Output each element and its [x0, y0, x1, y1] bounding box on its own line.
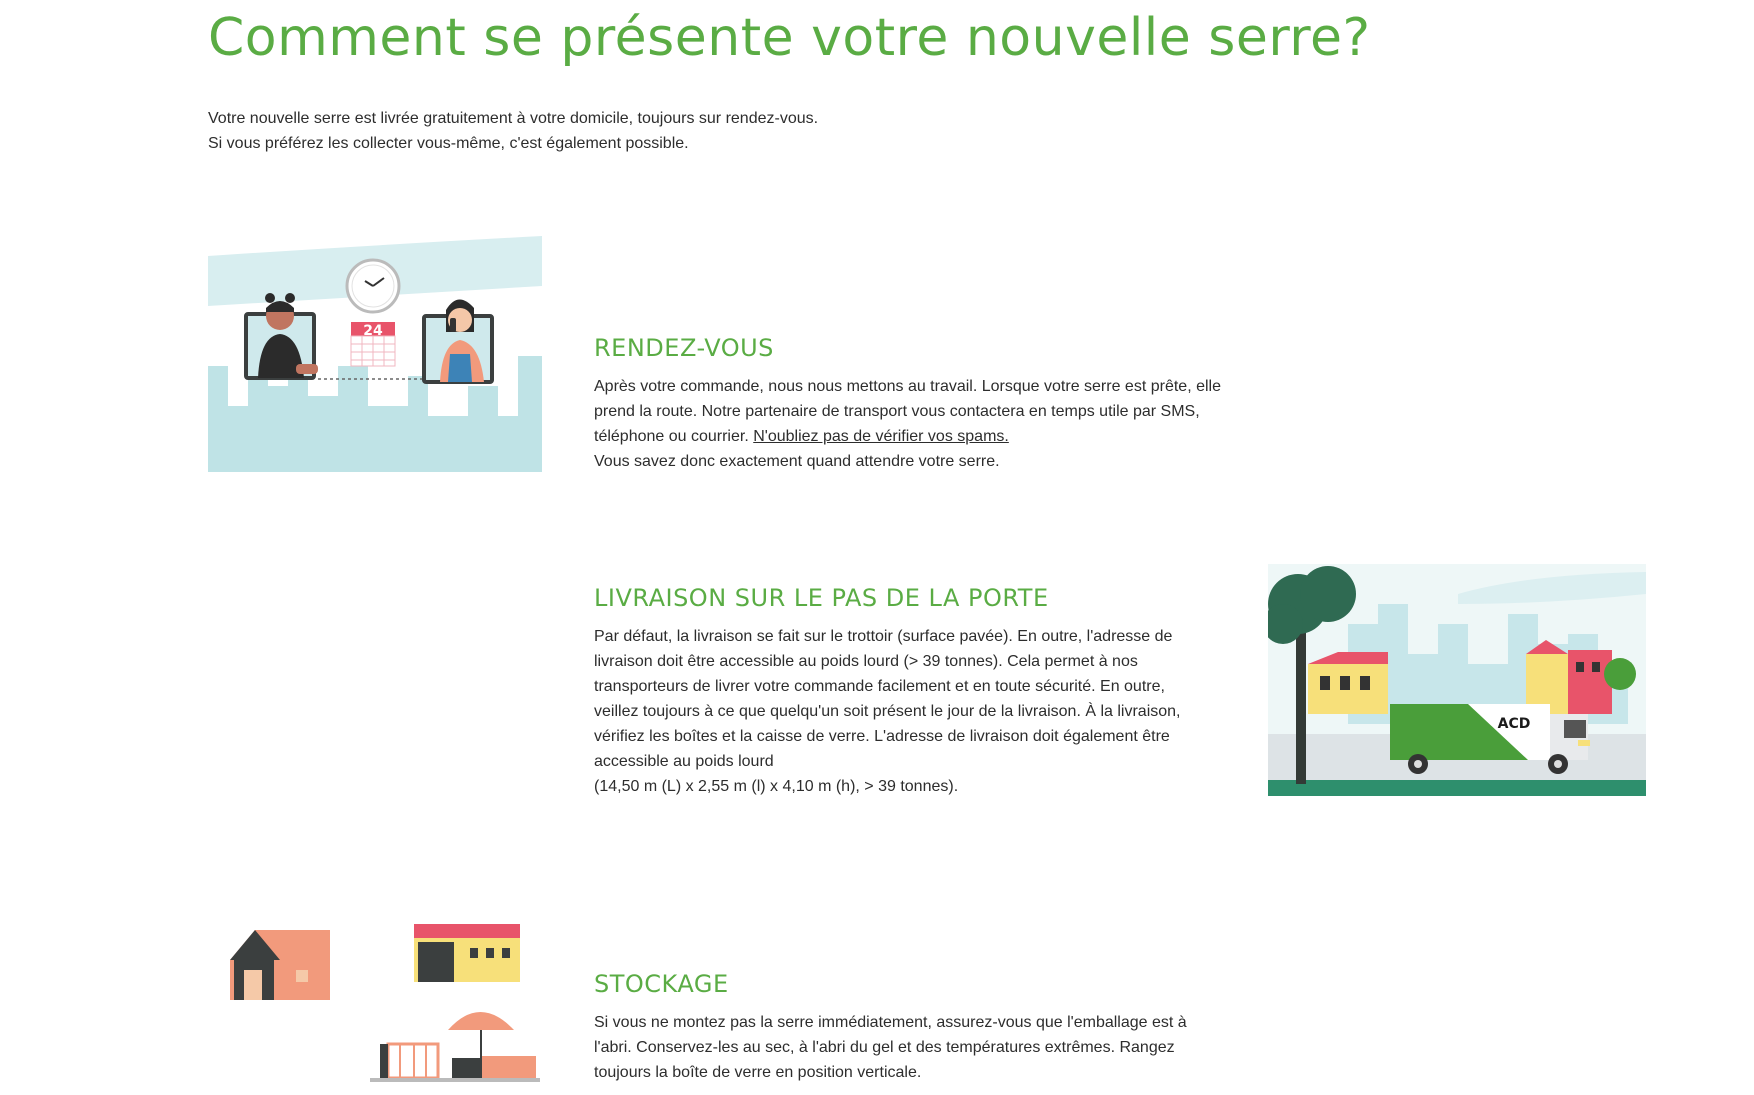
person-right-icon	[424, 299, 492, 382]
storage-boxes-icon	[370, 1044, 540, 1082]
intro-line-1: Votre nouvelle serre est livrée gratuitement à votre domicile, toujours sur rendez-vous.	[208, 110, 819, 127]
clock-icon	[347, 260, 399, 312]
rendezvous-text-2: Vous savez donc exactement quand attendre votre serre.	[594, 453, 1000, 470]
svg-text:24: 24	[363, 323, 383, 339]
intro-text	[208, 106, 818, 156]
rendezvous-body	[594, 374, 1234, 474]
section-rendezvous	[594, 334, 1234, 474]
garage-icon	[414, 924, 520, 982]
intro-line-2: Si vous préférez les collecter vous-même, c'est également possible.	[208, 135, 689, 152]
calendar-icon	[351, 322, 395, 366]
person-left-icon	[246, 293, 318, 378]
page-title: Comment se présente votre nouvelle serre?	[208, 8, 1371, 68]
stockage-body	[594, 1010, 1214, 1085]
stockage-title: STOCKAGE	[594, 970, 729, 998]
storage-illustration	[220, 920, 550, 1090]
livraison-body	[594, 624, 1204, 799]
house-left-icon	[1308, 652, 1388, 714]
livraison-text-1: Par défaut, la livraison se fait sur le trottoir (surface pavée). En outre, l'adresse de livraison doit être accessible au poids lourd (> 39 tonnes). Cela permet à nos transporteurs de livrer votre commande facilement et en toute sécurité. En outre, veillez toujours à ce que quelqu'un soit présent le jour de la livraison. À la livraison, vérifiez les boîtes et la caisse de verre. L'adresse de livraison doit également être accessible au poids lourd	[594, 628, 1181, 770]
section-livraison	[594, 584, 1204, 799]
check-spam-link[interactable]: N'oubliez pas de vérifier vos spams.	[753, 428, 1009, 445]
rendezvous-illustration	[208, 236, 542, 472]
section-stockage	[594, 970, 1214, 1085]
svg-text:ACD: ACD	[1497, 716, 1531, 732]
stockage-text-1: Si vous ne montez pas la serre immédiatement, assurez-vous que l'emballage est à l'abri. Conservez-les au sec, à l'abri du gel et des températures extrêmes. Rangez toujours la boîte de verre en position verticale.	[594, 1014, 1187, 1081]
delivery-truck-illustration	[1268, 564, 1646, 796]
rendezvous-title: RENDEZ-VOUS	[594, 334, 774, 362]
livraison-text-2: (14,50 m (L) x 2,55 m (l) x 4,10 m (h), > 39 tonnes).	[594, 778, 959, 795]
livraison-title: LIVRAISON SUR LE PAS DE LA PORTE	[594, 584, 1049, 612]
rendezvous-text-1: Après votre commande, nous nous mettons au travail. Lorsque votre serre est prête, elle prend la route. Notre partenaire de transport vous contactera en temps utile par SMS, téléphone ou courrier.	[594, 378, 1221, 445]
small-house-icon	[230, 930, 330, 1000]
